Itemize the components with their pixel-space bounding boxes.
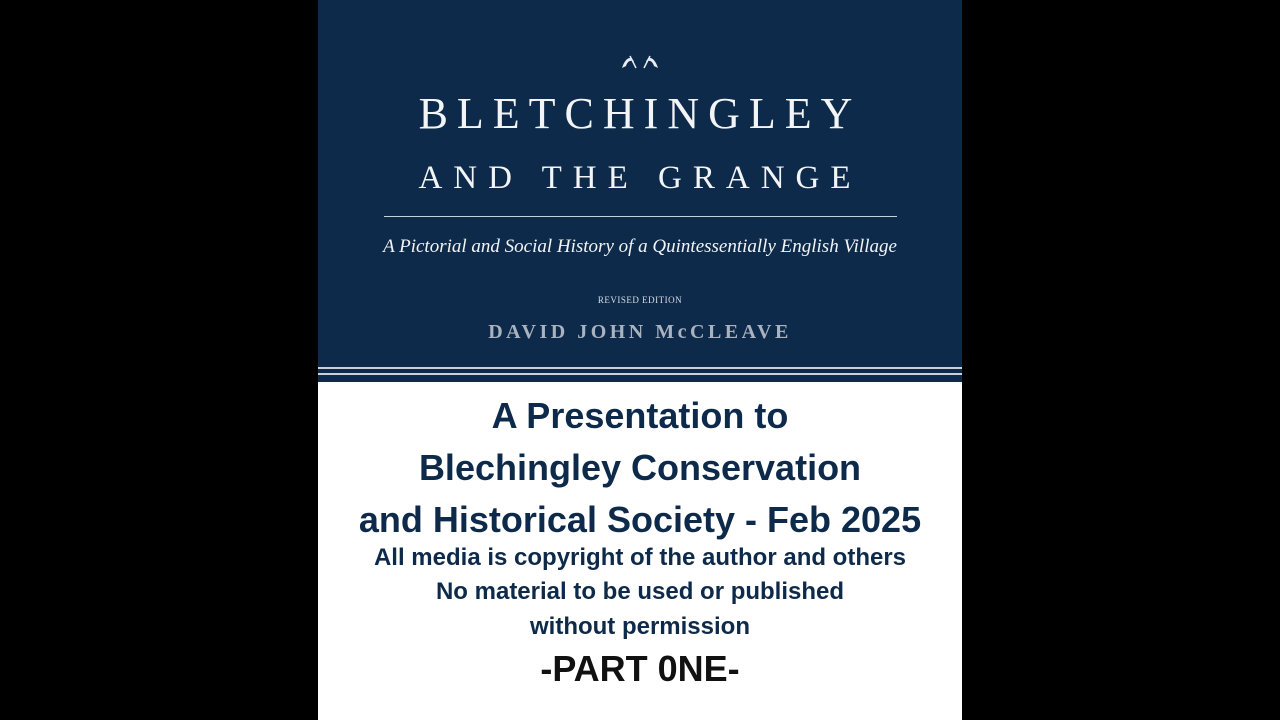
copyright-notice-line3: without permission — [529, 613, 750, 640]
cover-title-line2: AND THE GRANGE — [418, 160, 862, 196]
presentation-title: A Presentation to — [491, 395, 789, 436]
slide-panel — [318, 0, 962, 720]
presentation-title-line2: Blechingley Conservation — [418, 447, 862, 488]
book-cover — [318, 0, 962, 382]
presentation-title-line3: and Historical Society - Feb 2025 — [358, 499, 922, 540]
author-name: DAVID JOHN McCLEAVE — [488, 321, 792, 343]
copyright-notice-line2: No material to be used or published — [435, 578, 845, 605]
fleuron-icon — [318, 52, 962, 76]
cover-title: BLETCHINGLEY — [418, 89, 862, 138]
cover-band-line — [318, 367, 962, 369]
title-divider — [384, 216, 897, 217]
cover-band-line — [318, 373, 962, 375]
part-label: -PART 0NE- — [540, 648, 740, 689]
edition-label: REVISED EDITION — [597, 295, 683, 305]
copyright-notice: All media is copyright of the author and others — [373, 544, 907, 571]
cover-subtitle: A Pictorial and Social History of a Quintessentially English Village — [383, 236, 897, 257]
